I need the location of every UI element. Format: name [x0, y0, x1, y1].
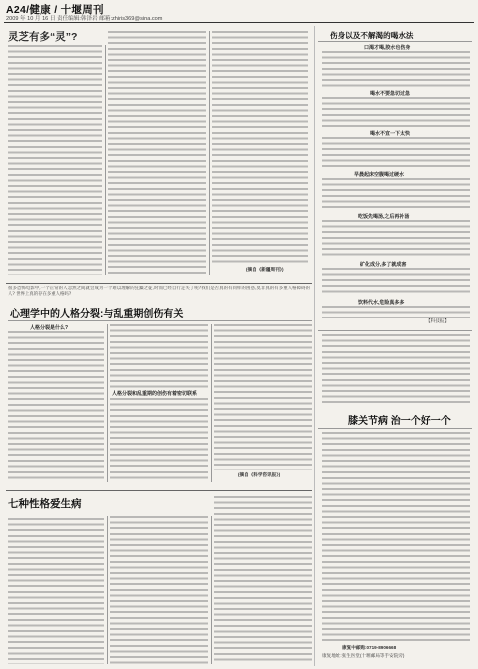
sidebar-water-item: 喝水不要急切过急	[370, 91, 411, 97]
sidebar-water-text	[322, 97, 470, 127]
sidebar-knee-headline: 膝关节病 治一个好一个	[348, 416, 451, 427]
article-personality	[8, 286, 312, 486]
sidebar-divider	[314, 26, 315, 666]
sidebar-knee-text-top	[322, 334, 470, 404]
page-header-subline: 2009 年 10 月 16 日 责任编辑:韩泽岩 邮箱:zhiris369@sina.com	[6, 16, 163, 22]
column-divider	[107, 516, 108, 664]
sidebar-water-text	[322, 306, 470, 318]
sidebar-water-item: 矿化成分,多了就成害	[360, 262, 407, 268]
page-header-title: A24/健康 / 十堰周刊	[6, 4, 104, 16]
sidebar-knee	[318, 332, 472, 666]
sidebar-water-rule	[318, 41, 472, 42]
article-ganoderma-byline: (摘自《新疆周刊》)	[246, 267, 284, 272]
sidebar-water-text	[322, 268, 470, 296]
column-divider	[105, 45, 106, 275]
sidebar-water-item: 喝水不宜一下太快	[370, 131, 411, 137]
article-ganoderma-col-2	[108, 31, 206, 275]
article-ganoderma-col-1	[8, 45, 102, 275]
sidebar-water-text	[322, 51, 470, 87]
column-divider	[209, 31, 210, 275]
article-personality-col-2a	[110, 324, 208, 388]
article-personality-byline: (摘自《科学咨讯报》)	[238, 472, 281, 477]
article-seven-col-2	[110, 516, 208, 664]
sidebar-knee-footer-address: 康复地址:张生医堂(十堰邮局等手安院旁)	[322, 653, 405, 658]
article-personality-intro: 很多恐怖电影中,一个正常的人忽然之间就会成为一个难以理解的狂躁之徒,时而已经自行走失了呢?我们是否真的有同样的困惑,莫非真的有多重人格障碍的人? 世界上真的存在多重人格吗?	[8, 286, 310, 297]
sidebar-water-headline: 伤身以及不解渴的喝水法	[330, 31, 414, 40]
article-personality-col-3	[214, 324, 312, 470]
article-personality-col-2b	[110, 398, 208, 482]
sidebar-water-text	[322, 137, 470, 169]
section-rule	[6, 283, 312, 284]
article-seven-col-1	[8, 518, 104, 664]
sidebar-knee-footer: 康复中邮购:0719-8906668	[342, 645, 397, 650]
sidebar-water-text	[322, 220, 470, 258]
sidebar-water-item: 吃饭先喝汤,之后再补汤	[358, 214, 410, 220]
section-rule	[6, 490, 312, 491]
article-seven-personalities	[8, 494, 312, 666]
article-personality-headline: 心理学中的人格分裂:与乱重期创伤有关	[10, 309, 184, 320]
sidebar-water-text	[322, 178, 470, 210]
sidebar-knee-body	[322, 432, 470, 642]
sidebar-water	[318, 27, 472, 327]
article-personality-subhead: 人格分裂是什么?	[30, 325, 69, 331]
column-divider	[211, 516, 212, 664]
article-personality-subhead: 人格分裂和乱重期的创伤有着密切联系	[112, 391, 198, 397]
article-ganoderma	[8, 29, 308, 279]
article-ganoderma-headline: 灵芝有多“灵”?	[8, 31, 78, 43]
sidebar-knee-top-rule	[318, 330, 472, 331]
article-ganoderma-col-3	[212, 31, 308, 263]
sidebar-water-item: 早晨起床空腹喝过硬水	[354, 172, 405, 178]
column-divider	[107, 324, 108, 482]
column-divider	[211, 324, 212, 482]
article-seven-headline: 七种性格爱生病	[8, 498, 82, 510]
sidebar-water-item: 口渴才喝,胶水也伤身	[364, 45, 411, 51]
article-seven-col-3	[214, 496, 312, 664]
article-personality-rule	[8, 320, 312, 321]
article-personality-col-1	[8, 331, 104, 481]
sidebar-water-source: 【科技报】	[426, 318, 449, 323]
sidebar-knee-rule	[318, 428, 472, 429]
sidebar-water-item: 饮料代水,危险真多多	[358, 300, 405, 306]
header-rule	[4, 22, 474, 23]
